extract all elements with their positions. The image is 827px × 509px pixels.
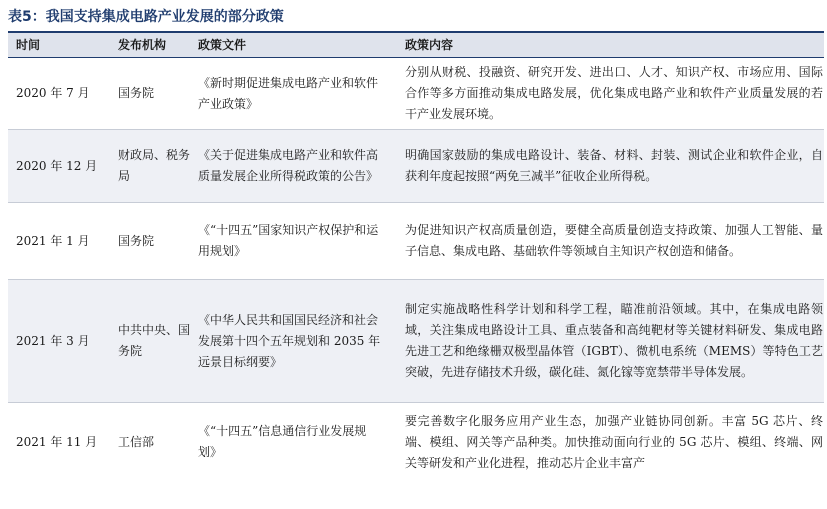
cell-doc: 《新时期促进集成电路产业和软件产业政策》: [198, 75, 379, 111]
header-content: 政策内容: [405, 38, 454, 52]
table-row: [8, 203, 824, 280]
cell-time: 2021 年 3 月: [16, 333, 90, 348]
table-row: [8, 58, 824, 130]
table-body: [8, 58, 824, 481]
table-caption: 表5：我国支持集成电路产业发展的部分政策: [8, 9, 284, 25]
cell-doc: 《中华人民共和国国民经济和社会发展第十四个五年规划和 2035 年远景目标纲要》: [198, 312, 381, 369]
cell-time: 2020 年 7 月: [16, 86, 90, 100]
table-header: [8, 33, 824, 58]
header-doc: 政策文件: [198, 38, 247, 52]
cell-time: 2021 年 1 月: [16, 233, 90, 248]
cell-time: 2020 年 12 月: [16, 158, 98, 173]
cell-org: 财政局、税务局: [118, 148, 191, 183]
cell-org: 工信部: [118, 434, 155, 449]
cell-doc: 《“十四五”信息通信行业发展规划》: [198, 424, 367, 459]
cell-doc: 《“十四五”国家知识产权保护和运用规划》: [198, 223, 379, 258]
cell-content: 制定实施战略性科学计划和科学工程，瞄准前沿领域。其中，在集成电路领域，关注集成电路设计工具、重点装备和高纯靶材等关键材料研发、集成电路先进工艺和绝缘栅双极型晶体管（IGBT）、微机电系统（MEMS）等特色工艺突破，先进存储技术升级，碳化硅、氮化镓等宽禁带半导体发展。: [405, 302, 823, 379]
cell-time: 2021 年 11 月: [16, 434, 98, 449]
cell-org: 国务院: [118, 233, 155, 248]
header-time: 时间: [16, 38, 41, 52]
cell-content: 为促进知识产权高质量创造，要健全高质量创造支持政策、加强人工智能、量子信息、集成电路、基础软件等领域自主知识产权创造和储备。: [405, 223, 823, 258]
cell-doc: 《关于促进集成电路产业和软件高质量发展企业所得税政策的公告》: [198, 148, 379, 183]
cell-org: 国务院: [118, 86, 155, 100]
table-row: [8, 130, 824, 203]
table-row: [8, 403, 824, 481]
cell-content: 要完善数字化服务应用产业生态，加强产业链协同创新。丰富 5G 芯片、终端、模组、网关等产品种类。加快推动面向行业的 5G 芯片、模组、终端、网关等研发和产业化进程，推动芯片企业丰富产: [405, 413, 823, 470]
cell-content: 明确国家鼓励的集成电路设计、装备、材料、封装、测试企业和软件企业，自获利年度起按照“两免三减半”征收企业所得税。: [405, 148, 823, 183]
table-row: [8, 280, 824, 403]
cell-org: 中共中央、国务院: [118, 323, 191, 358]
header-org: 发布机构: [118, 38, 167, 52]
cell-content: 分别从财税、投融资、研究开发、进出口、人才、知识产权、市场应用、国际合作等多方面推动集成电路发展，优化集成电路产业和软件产业质量发展的若干产业发展环境。: [405, 65, 823, 121]
